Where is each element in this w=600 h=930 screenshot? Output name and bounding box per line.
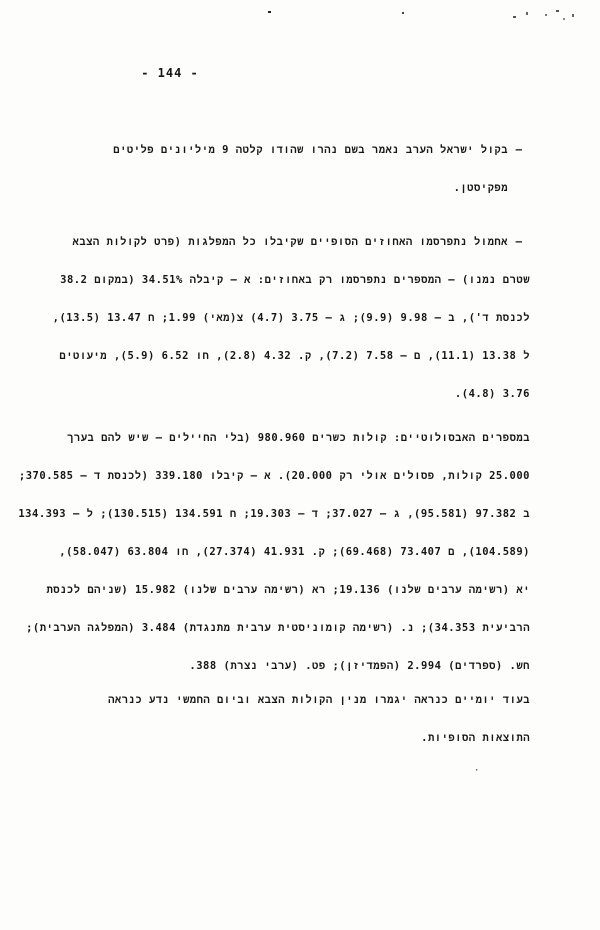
text-line: ל 13.38 (11.1), ם – 7.58 (7.2), ק. 4.32 (2.8), חו 6.52 (5.9), מיעוטים — [59, 350, 530, 362]
text-line: (104.589), ם 73.407 (69.468); ק. 41.931 (27.374), חו 63.804 (58.047), — [59, 546, 530, 558]
paragraph-1 — [70, 140, 530, 198]
bullet-dash: – — [515, 144, 523, 156]
paragraph-3 — [18, 428, 530, 676]
scan-specks — [0, 0, 600, 40]
paragraph-4 — [70, 690, 530, 748]
text-line: שטרם נמנו) – המספרים נתפרסמו רק באחוזים: א – קיבלה 34.51% (במקום 38.2 — [60, 274, 530, 286]
text-line: לכנסת ד'), ב – 9.98 (9.9); ג – 3.75 (4.7) צ(מאי) 1.99; ח 13.47 (13.5), — [52, 312, 530, 324]
text-line: יא (רשימה ערבים שלנו) 19.136; רא (רשימה ערבים שלנו) 15.982 (שניהם לכנסת — [46, 584, 530, 596]
text-line: במספרים האבסולוטיים: קולות כשרים 980.960 (בלי החיילים – שיש להם בערך — [67, 432, 530, 444]
text-line: הרביעית 34.353); נ. (רשימה קומוניסטית ערבית מתנגדת) 3.484 (המפלגה הערבית); — [26, 622, 530, 634]
paragraph-2 — [52, 232, 530, 404]
text-line: 25.000 קולות, פסולים אולי רק 20.000). א – קיבלו 339.180 (לכנסת ד – 370.585; — [18, 470, 530, 482]
text-line: ב 97.382 (95.581), ג – 37.027; ד – 19.303; ח 134.591 (130.515); ל – 134.393 — [18, 508, 530, 520]
text-line: בעוד יומיים כנראה יגמרו מנין הקולות הצבא וביום החמשי נדע כנראה — [108, 694, 530, 706]
text-line: 3.76 (4.8). — [454, 388, 530, 400]
page-number: - 144 - — [141, 66, 199, 80]
text-line: מפקיסטן. — [453, 182, 508, 194]
text-line: חש. (ספרדים) 2.994 (הפמדיזן); פט. (ערבי נצרת) 388. — [189, 660, 530, 672]
text-line: –אחמול נתפרסמו האחוזים הסופיים שקיבלו כל המפלגות (פרט לקולות הצבא — [70, 232, 530, 270]
scan-speck: · — [474, 766, 480, 776]
bullet-dash: – — [515, 236, 523, 248]
text-line: התוצאות הסופיות. — [421, 732, 530, 744]
text-line: –בקול ישראל הערב נאמר בשם נהרו שהודו קלטה 9 מיליונים פליטים — [70, 140, 530, 178]
